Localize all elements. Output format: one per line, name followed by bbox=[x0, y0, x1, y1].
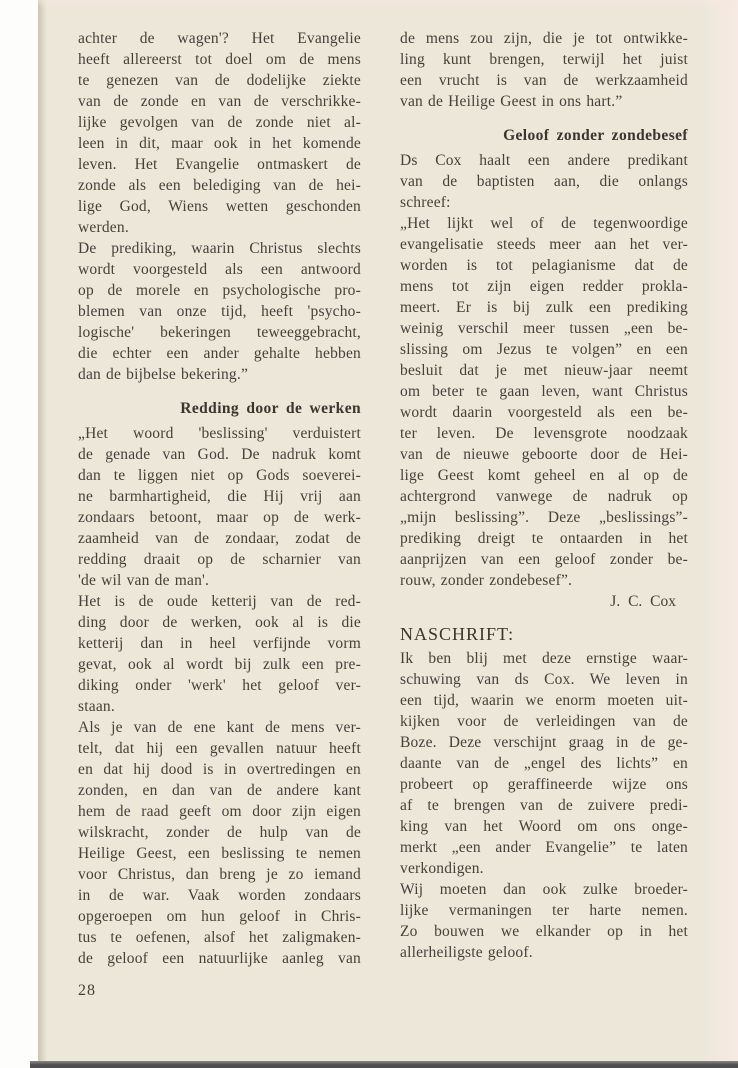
text-line: meert. Er is bij zulk een prediking bbox=[400, 299, 688, 316]
page-edge-highlight-right bbox=[700, 0, 738, 1062]
text-line: van de zonde en van de verschrikke- bbox=[78, 93, 361, 110]
text-line: Zo bouwen we elkander op in het bbox=[400, 923, 688, 940]
text-line: hem de raad geeft om door zijn eigen bbox=[78, 803, 361, 820]
text-line: Wij moeten dan ook zulke broeder- bbox=[400, 881, 688, 898]
text-line: de geloof een natuurlijke aanleg van bbox=[78, 950, 361, 967]
text-line: rouw, zonder zondebesef”. bbox=[400, 572, 573, 589]
text-line: kijken voor de verleidingen van de bbox=[400, 713, 688, 730]
text-line: „Het woord 'beslissing' verduistert bbox=[78, 425, 361, 442]
text-line: van de baptisten aan, die onlangs bbox=[400, 173, 688, 190]
text-line: zondaars betoont, maar op de werk- bbox=[78, 509, 361, 526]
text-line: weinig verschil meer tussen „een be- bbox=[400, 320, 688, 337]
text-line: blemen van onze tijd, heeft 'psycho- bbox=[78, 303, 361, 320]
text-line: heeft allereerst tot doel om de mens bbox=[78, 51, 361, 68]
text-line: „Het lijkt wel of de tegenwoordige bbox=[400, 215, 688, 232]
text-line: Als je van de ene kant de mens ver- bbox=[78, 719, 361, 736]
text-line: van de nieuwe geboorte door de Hei- bbox=[400, 446, 688, 463]
text-line: op de morele en psychologische pro- bbox=[78, 282, 361, 299]
text-line: om beter te gaan leven, want Christus bbox=[400, 383, 688, 400]
text-line: zaamheid van de zondaar, zodat de bbox=[78, 530, 361, 547]
text-line: king van het Woord om ons onge- bbox=[400, 818, 688, 835]
text-line: besluit dat je met nieuw-jaar neemt bbox=[400, 362, 688, 379]
text-line: De prediking, waarin Christus slechts bbox=[78, 240, 361, 257]
text-line: voor Christus, dan breng je zo iemand bbox=[78, 866, 361, 883]
page-number: 28 bbox=[78, 982, 96, 999]
text-line: werden. bbox=[78, 219, 129, 236]
text-line: die echter een ander gehalte hebben bbox=[78, 345, 361, 362]
text-line: ketterij dan in heel verfijnde vorm bbox=[78, 635, 361, 652]
text-line: de mens zou zijn, die je tot ontwikke- bbox=[400, 30, 688, 47]
text-line: daante van de „engel des lichts” en bbox=[400, 755, 688, 772]
text-line: tus te oefenen, alsof het zaligmaken- bbox=[78, 929, 361, 946]
text-line: logische' bekeringen teweeggebracht, bbox=[78, 324, 361, 341]
text-line: lige Geest komt geheel en al op de bbox=[400, 467, 688, 484]
author-signature: J. C. Cox bbox=[610, 593, 676, 610]
text-line: staan. bbox=[78, 698, 115, 715]
text-line: in de war. Vaak worden zondaars bbox=[78, 887, 361, 904]
text-line: lijke gevolgen van de zonde niet al- bbox=[78, 114, 361, 131]
naschrift-heading: NASCHRIFT: bbox=[400, 624, 515, 644]
text-line: ter leven. De levensgrote noodzaak bbox=[400, 425, 688, 442]
text-line: aanprijzen van een geloof zonder be- bbox=[400, 551, 688, 568]
text-line: allerheiligste geloof. bbox=[400, 944, 533, 961]
text-columns bbox=[78, 28, 688, 969]
text-line: leven. Het Evangelie ontmaskert de bbox=[78, 156, 361, 173]
column-right bbox=[400, 28, 688, 969]
text-line: een tijd, waarin we enorm moeten uit- bbox=[400, 692, 688, 709]
text-line: ding door de werken, ook al is die bbox=[78, 614, 361, 631]
text-line: wordt voorgesteld als een antwoord bbox=[78, 261, 361, 278]
text-line: worden is tot pelagianisme dat de bbox=[400, 257, 688, 274]
text-line: te genezen van de dodelijke ziekte bbox=[78, 72, 361, 89]
text-line: Ds Cox haalt een andere predikant bbox=[400, 152, 688, 169]
text-line: lige God, Wiens wetten geschonden bbox=[78, 198, 361, 215]
text-line: merkt „een ander Evangelie” te laten bbox=[400, 839, 688, 856]
text-line: en dat hij dood is in overtredingen en bbox=[78, 761, 361, 778]
scan-bottom-edge bbox=[30, 1061, 738, 1068]
text-line: 'de wil van de man'. bbox=[78, 572, 210, 589]
text-line: schuwing van ds Cox. We leven in bbox=[400, 671, 688, 688]
text-line: achter de wagen'? Het Evangelie bbox=[78, 30, 361, 47]
text-line: mens tot zijn eigen redder prokla- bbox=[400, 278, 688, 295]
text-line: zonden, en dan van de andere kant bbox=[78, 782, 361, 799]
page-edge-tint-top bbox=[38, 0, 738, 8]
text-line: Boze. Deze verschijnt graag in de ge- bbox=[400, 734, 688, 751]
text-line: zonde als een belediging van de hei- bbox=[78, 177, 361, 194]
text-line: van de Heilige Geest in ons hart.” bbox=[400, 93, 623, 110]
text-line: diking onder 'werk' het geloof ver- bbox=[78, 677, 361, 694]
text-line: ling kunt brengen, terwijl het juist bbox=[400, 51, 688, 68]
text-line: redding draait op de scharnier van bbox=[78, 551, 361, 568]
text-line: lijke vermaningen ter harte nemen. bbox=[400, 902, 688, 919]
text-line: telt, dat hij een gevallen natuur heeft bbox=[78, 740, 361, 757]
text-line: dan te liggen niet op Gods soeverei- bbox=[78, 467, 361, 484]
page-edge-shadow-left bbox=[38, 0, 47, 1062]
book-page bbox=[38, 0, 738, 1062]
text-line: probeert op geraffineerde wijze ons bbox=[400, 776, 688, 793]
text-line: opgeroepen om hun geloof in Chris- bbox=[78, 908, 361, 925]
text-line: leen in dit, maar ook in het komende bbox=[78, 135, 361, 152]
text-line: dan de bijbelse bekering.” bbox=[78, 366, 249, 383]
text-line: evangelisatie steeds meer aan het ver- bbox=[400, 236, 688, 253]
text-line: wilskracht, zonder de hulp van de bbox=[78, 824, 361, 841]
text-line: een vrucht is van de werkzaamheid bbox=[400, 72, 688, 89]
text-line: Ik ben blij met deze ernstige waar- bbox=[400, 650, 688, 667]
text-line: Het is de oude ketterij van de red- bbox=[78, 593, 361, 610]
column-left bbox=[78, 28, 361, 969]
text-line: ne barmhartigheid, die Hij vrij aan bbox=[78, 488, 361, 505]
text-line: gevat, ook al wordt bij zulk een pre- bbox=[78, 656, 361, 673]
text-line: prediking dreigt te ontaarden in het bbox=[400, 530, 688, 547]
text-line: af te brengen van de zuivere predi- bbox=[400, 797, 688, 814]
section-heading: Geloof zonder zondebesef bbox=[503, 127, 688, 144]
text-line: wordt daarin voorgesteld als een be- bbox=[400, 404, 688, 421]
text-line: slissing om Jezus te volgen” en een bbox=[400, 341, 688, 358]
text-line: verkondigen. bbox=[400, 860, 484, 877]
text-line: „mijn beslissing”. Deze „beslissings”- bbox=[400, 509, 688, 526]
text-line: Heilige Geest, een beslissing te nemen bbox=[78, 845, 361, 862]
text-line: achtergrond vanwege de nadruk op bbox=[400, 488, 688, 505]
text-line: de genade van God. De nadruk komt bbox=[78, 446, 361, 463]
section-heading: Redding door de werken bbox=[180, 400, 361, 417]
text-line: schreef: bbox=[400, 194, 451, 211]
